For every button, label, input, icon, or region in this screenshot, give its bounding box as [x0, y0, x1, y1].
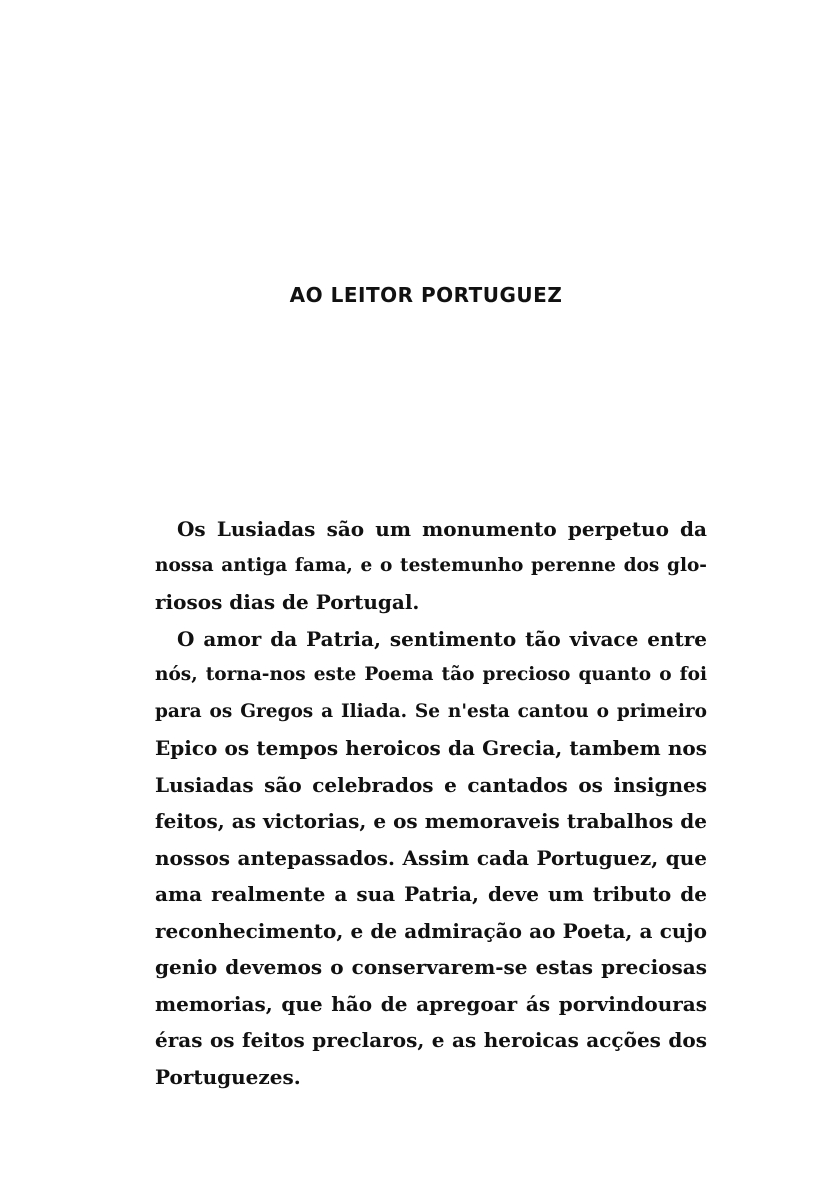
body-text	[155, 511, 707, 1095]
paragraph-1	[155, 511, 707, 621]
text-line: éras os feitos preclaros, e as heroicas acções dos	[155, 1028, 707, 1052]
page-title: AO LEITOR PORTUGUEZ	[289, 283, 563, 307]
paragraph-2	[155, 621, 707, 1096]
text-line: riosos dias de Portugal.	[155, 590, 420, 614]
text-line: ama realmente a sua Patria, deve um tributo de	[155, 882, 707, 906]
text-line: para os Gregos a Iliada. Se n'esta cantou o primeiro	[155, 700, 707, 722]
text-line: Os Lusiadas são um monumento perpetuo da	[177, 517, 707, 541]
text-line: genio devemos o conservarem-se estas preciosas	[155, 955, 707, 979]
text-line: Lusiadas são celebrados e cantados os insignes	[155, 772, 707, 797]
text-line: nós, torna-nos este Poema tão precioso quanto o foi	[155, 664, 707, 685]
text-line: reconhecimento, e de admiração ao Poeta, a cujo	[155, 918, 707, 943]
text-line: Portuguezes.	[155, 1064, 301, 1089]
text-line: nossa antiga fama, e o testemunho perenne dos glo-	[155, 554, 707, 576]
text-line: memorias, que hão de apregoar ás porvindouras	[155, 991, 707, 1016]
text-line: O amor da Patria, sentimento tão vivace entre	[177, 626, 707, 651]
text-line: feitos, as victorias, e os memoraveis trabalhos de	[155, 809, 707, 833]
text-line: nossos antepassados. Assim cada Portuguez, que	[155, 845, 707, 870]
text-line: Epico os tempos heroicos da Grecia, tambem nos	[155, 736, 707, 760]
